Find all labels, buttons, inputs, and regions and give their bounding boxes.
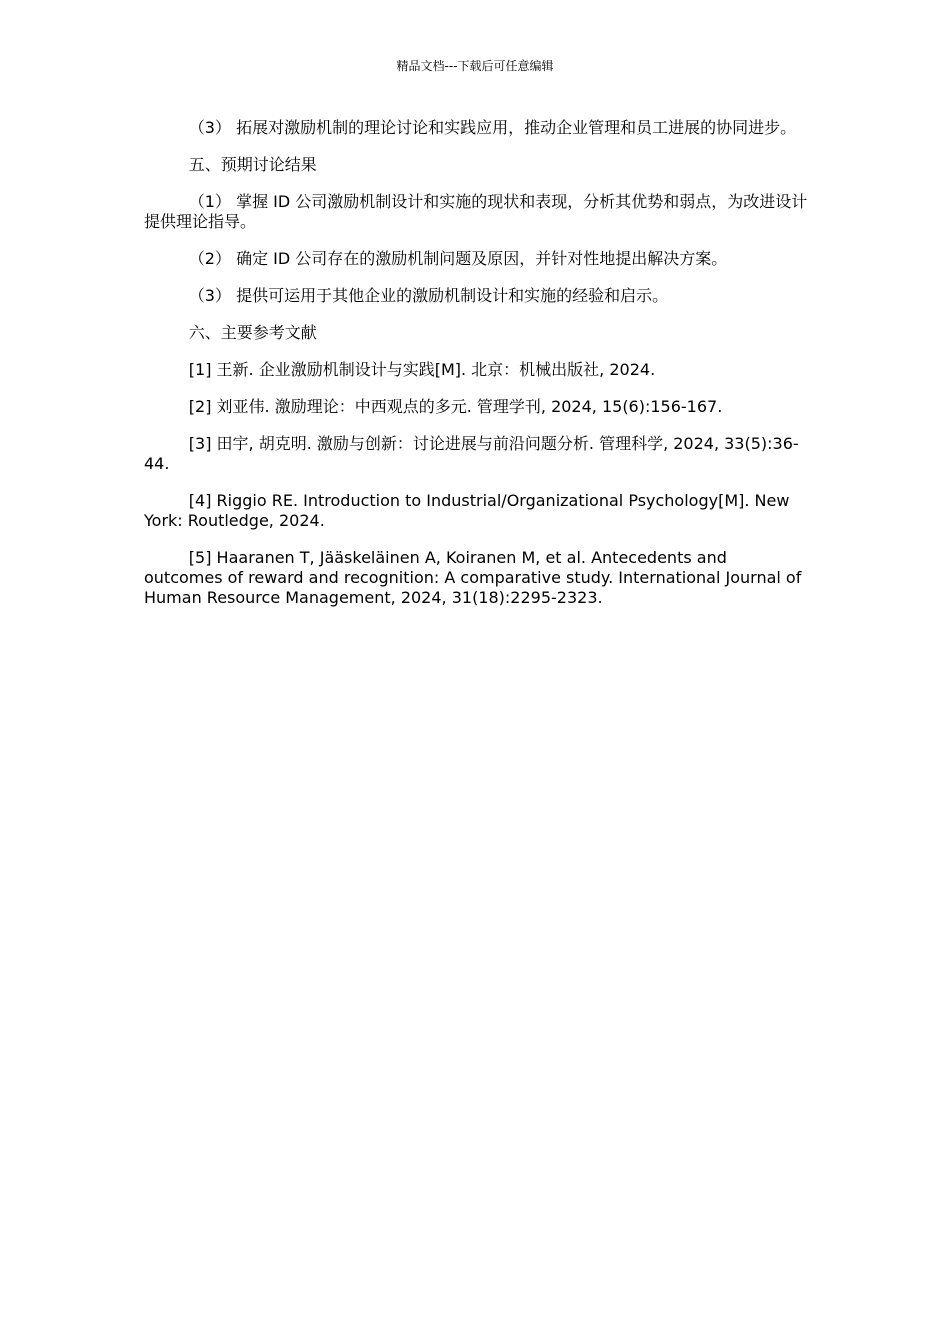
reference-item-1: [1] 王新. 企业激励机制设计与实践[M]. 北京：机械出版社, 2024. — [188, 360, 656, 379]
reference-item-5: [5] Haaranen T, Jääskeläinen A, Koiranen M, et al. Antecedents and outcomes of reward and recognition: A comparative study. International Journal of Human Resource Management, 2024, 31(18):2295-2323. — [144, 548, 802, 607]
section-heading-references: 六、主要参考文献 — [188, 323, 317, 342]
reference-item-3: [3] 田宇, 胡克明. 激励与创新：讨论进展与前沿问题分析. 管理科学, 2024, 33(5):36-44. — [144, 434, 799, 473]
expected-result-item-1: （1） 掌握 ID 公司激励机制设计和实施的现状和表现，分析其优势和弱点，为改进设计提供理论指导。 — [144, 192, 808, 231]
reference-item-2: [2] 刘亚伟. 激励理论：中西观点的多元. 管理学刊, 2024, 15(6):156-167. — [188, 397, 723, 416]
section-heading-expected-results: 五、预期讨论结果 — [188, 155, 317, 174]
page-header: 精品文档---下载后可任意编辑 — [396, 59, 554, 73]
document-body — [144, 118, 808, 625]
expected-result-item-2: （2） 确定 ID 公司存在的激励机制问题及原因，并针对性地提出解决方案。 — [188, 249, 728, 268]
objective-item-3: （3） 拓展对激励机制的理论讨论和实践应用，推动企业管理和员工进展的协同进步。 — [188, 118, 797, 137]
expected-result-item-3: （3） 提供可运用于其他企业的激励机制设计和实施的经验和启示。 — [188, 286, 669, 305]
reference-item-4: [4] Riggio RE. Introduction to Industrial/Organizational Psychology[M]. New York: Routledge, 2024. — [144, 491, 790, 530]
